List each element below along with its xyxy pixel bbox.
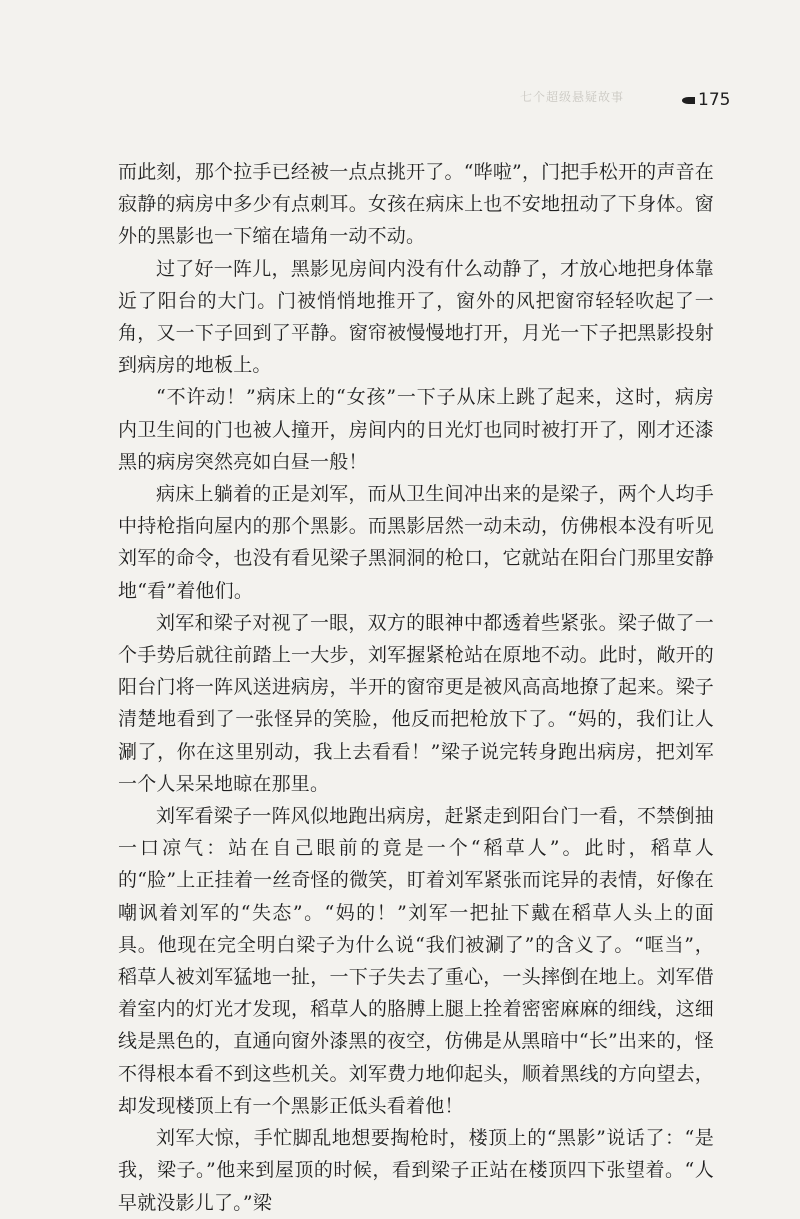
paragraph: 过了好一阵儿，黑影见房间内没有什么动静了，才放心地把身体靠近了阳台的大门。门被悄悄地推开了，窗外的风把窗帘轻轻吹起了一角，又一下子回到了平静。窗帘被慢慢地打开，月光一下子把黑影投射到病房的地板上。: [118, 257, 714, 377]
running-head: 七个超级悬疑故事: [520, 90, 625, 104]
paragraph: 刘军和梁子对视了一眼，双方的眼神中都透着些紧张。梁子做了一个手势后就往前踏上一大步，刘军握紧枪站在原地不动。此时，敞开的阳台门将一阵风送进病房，半开的窗帘更是被风高高地撩了起来。梁子清楚地看到了一张怪异的笑脸，他反而把枪放下了。“妈的，我们让人涮了，你在这里别动，我上去看看！”梁子说完转身跑出病房，把刘军一个人呆呆地晾在那里。: [118, 611, 714, 795]
page-number: [682, 88, 730, 112]
paragraph: 刘军看梁子一阵风似地跑出病房，赶紧走到阳台门一看，不禁倒抽一口凉气：站在自己眼前的竟是一个“稻草人”。此时，稻草人的“脸”上正挂着一丝奇怪的微笑，盯着刘军紧张而诧异的表情，好像在嘲讽着刘军的“失态”。“妈的！”刘军一把扯下戴在稻草人头上的面具。他现在完全明白梁子为什么说“我们被涮了”的含义了。“哐当”，稻草人被刘军猛地一扯，一下子失去了重心，一头摔倒在地上。刘军借着室内的灯光才发现，稻草人的胳膊上腿上拴着密密麻麻的细线，这细线是黑色的，直通向窗外漆黑的夜空，仿佛是从黑暗中“长”出来的，怪不得根本看不到这些机关。刘军费力地仰起头，顺着黑线的方向望去，却发现楼顶上有一个黑影正低头看着他！: [118, 805, 714, 1117]
page-marker-icon: [682, 97, 695, 104]
paragraph: 而此刻，那个拉手已经被一点点挑开了。“哗啦”，门把手松开的声音在寂静的病房中多少有点刺耳。女孩在病床上也不安地扭动了下身体。窗外的黑影也一下缩在墙角一动不动。: [118, 161, 714, 248]
page-number-text: 175: [698, 90, 731, 110]
paragraph: “不许动！”病床上的“女孩”一下子从床上跳了起来，这时，病房内卫生间的门也被人撞开，房间内的日光灯也同时被打开了，刚才还漆黑的病房突然亮如白昼一般！: [118, 386, 714, 473]
paragraph: 病床上躺着的正是刘军，而从卫生间冲出来的是梁子，两个人均手中持枪指向屋内的那个黑影。而黑影居然一动未动，仿佛根本没有听见刘军的命令，也没有看见梁子黑洞洞的枪口，它就站在阳台门那里安静地“看”着他们。: [118, 483, 714, 602]
paragraph: 刘军大惊，手忙脚乱地想要掏枪时，楼顶上的“黑影”说话了：“是我，梁子。”他来到屋顶的时候，看到梁子正站在楼顶四下张望着。“人早就没影儿了。”梁: [118, 1127, 714, 1214]
body-text: [118, 156, 714, 1219]
